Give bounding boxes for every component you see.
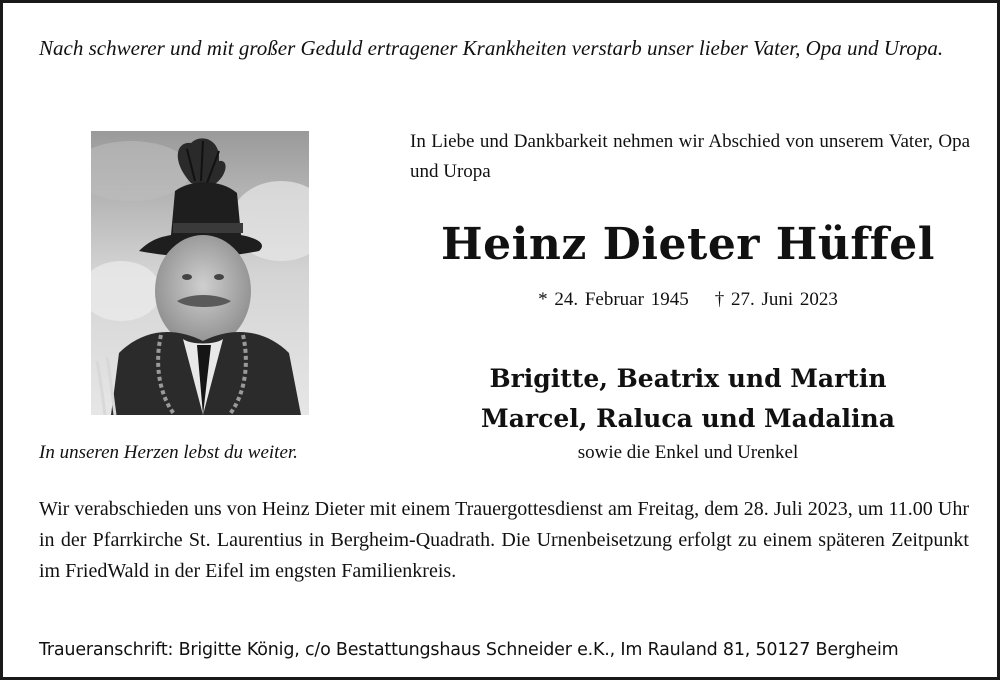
family-line-1: Brigitte, Beatrix und Martin [489,364,887,393]
family-line-2: Marcel, Raluca und Madalina [481,404,895,433]
portrait-photo [91,131,309,415]
mourning-address: Traueranschrift: Brigitte König, c/o Bestattungshaus Schneider e.K., Im Rauland 81, 50127 Bergheim [39,640,899,660]
family-names [403,359,973,439]
service-text: Wir verabschieden uns von Heinz Dieter mit einem Trauergottesdienst am Freitag, dem 28. Juli 2023, um 11.00 Uhr in der Pfarrkirche St. Laurentius in Bergheim-Quadrath. Die Urnenbeisetzung erfolgt zu einem späteren Zeitpunkt im FriedWald in der Eifel im engsten Familienkreis. [39,498,969,582]
portrait-image [91,131,309,415]
life-dates [403,287,973,313]
birth-date: * 24. Februar 1945 [538,289,689,310]
death-date: † 27. Juni 2023 [714,289,838,310]
family-sub-text: sowie die Enkel und Urenkel [577,442,799,463]
intro-text: Nach schwerer und mit großer Geduld ertragener Krankheiten verstarb unser lieber Vater, Opa und Uropa. [39,36,944,60]
farewell-text: In Liebe und Dankbarkeit nehmen wir Abschied von unserem Vater, Opa und Uropa [410,131,970,182]
motto-text: In unseren Herzen lebst du weiter. [39,442,298,463]
deceased-name: Heinz Dieter Hüffel [441,219,935,270]
